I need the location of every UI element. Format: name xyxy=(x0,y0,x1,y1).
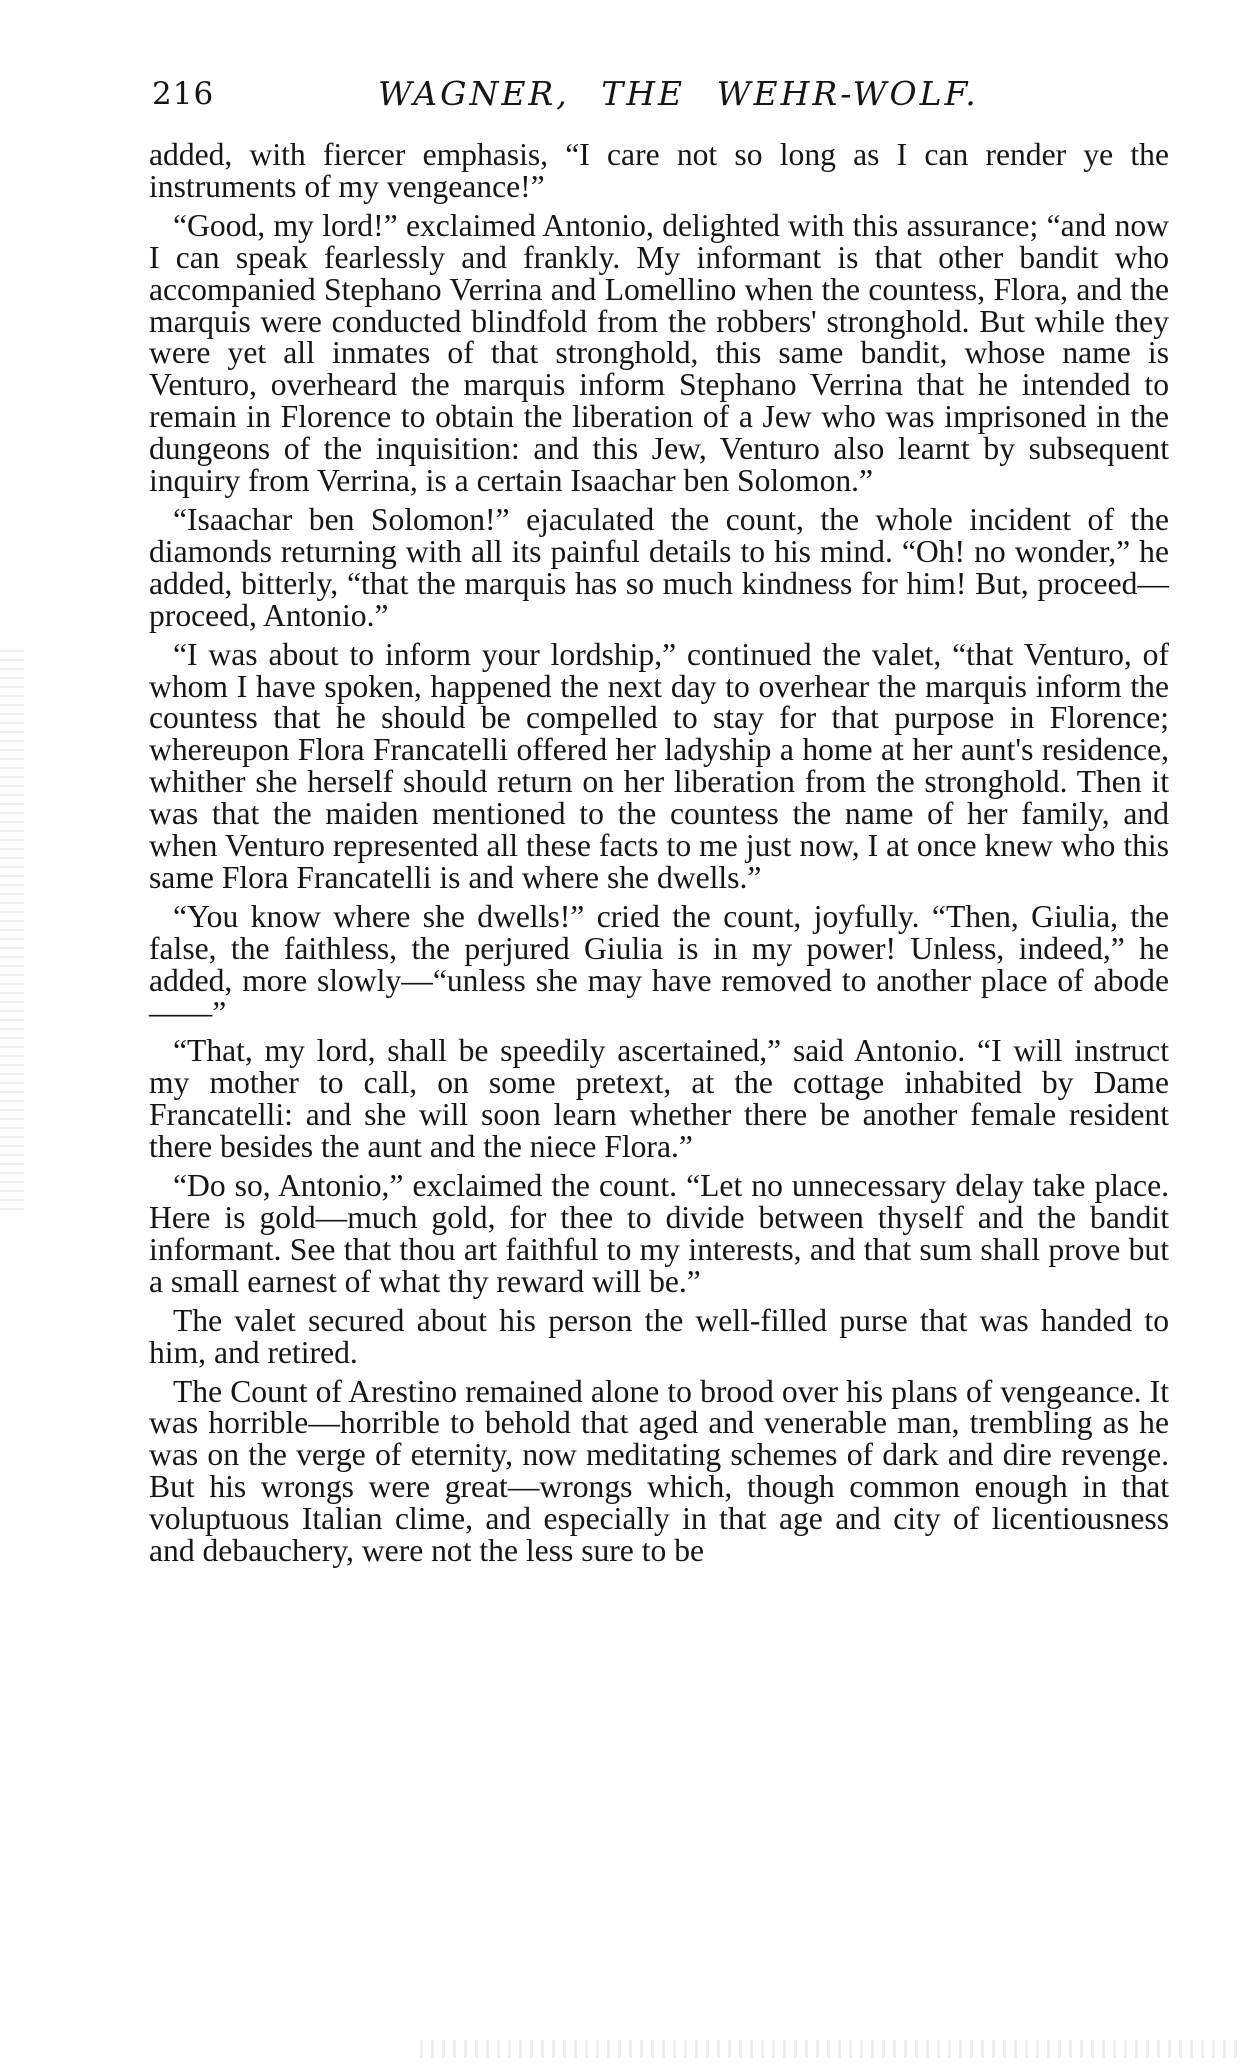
paragraph-1: added, with fiercer emphasis, “I care not so long as I can render ye the instruments of my vengeance!” xyxy=(149,137,1169,204)
paragraph-7: “Do so, Antonio,” exclaimed the count. “Let no unnecessary delay take place. Here is gold—much gold, for thee to divide between thyself and the bandit informant. See that thou art faithful to my interests, and that sum shall prove but a small earnest of what thy reward will be.” xyxy=(149,1168,1169,1299)
paragraph-8: The valet secured about his person the well-filled purse that was handed to him, and retired. xyxy=(149,1302,1169,1370)
running-title: WAGNER, THE WEHR-WOLF. xyxy=(378,74,979,113)
page-header xyxy=(152,72,1168,124)
page-edge-speckle xyxy=(0,650,24,1210)
paragraph-6: “That, my lord, shall be speedily ascertained,” said Antonio. “I will instruct my mother to call, on some pretext, at the cottage inhabited by Dame Francatelli: and she will soon learn whether there be another female resident there besides the aunt and the niece Flora.” xyxy=(149,1033,1169,1165)
paragraph-5: “You know where she dwells!” cried the count, joyfully. “Then, Giulia, the false, the faithless, the perjured Giulia is in my power! Unless, indeed,” he added, more slowly—“unless she may have removed to another place of abode——” xyxy=(149,898,1169,1030)
paragraph-9: The Count of Arestino remained alone to brood over his plans of vengeance. It was horrible—horrible to behold that aged and venerable man, trembling as he was on the verge of eternity, now meditating schemes of dark and dire revenge. But his wrongs were great—wrongs which, though common enough in that voluptuous Italian clime, and especially in that age and city of licentiousness and debauchery, were not the less sure to be xyxy=(149,1373,1169,1569)
body-text xyxy=(149,139,1169,1574)
paragraph-3: “Isaachar ben Solomon!” ejaculated the count, the whole incident of the diamonds returning with all its painful details to his mind. “Oh! no wonder,” he added, bitterly, “that the marquis has so much kindness for him! But, proceed—proceed, Antonio.” xyxy=(149,501,1169,633)
page-bottom-speckle xyxy=(420,2040,1243,2058)
page-number: 216 xyxy=(152,76,215,112)
paragraph-2: “Good, my lord!” exclaimed Antonio, delighted with this assurance; “and now I can speak fearlessly and frankly. My informant is that other bandit who accompanied Stephano Verrina and Lomellino when the countess, Flora, and the marquis were conducted blindfold from the robbers' stronghold. But while they were yet all inmates of that stronghold, this same bandit, whose name is Venturo, overheard the marquis inform Stephano Verrina that he intended to remain in Florence to obtain the liberation of a Jew who was imprisoned in the dungeons of the inquisition: and this Jew, Venturo also learnt by subsequent inquiry from Verrina, is a certain Isaachar ben Solomon.” xyxy=(149,207,1169,499)
paragraph-4: “I was about to inform your lordship,” continued the valet, “that Venturo, of whom I have spoken, happened the next day to overhear the marquis inform the countess that he should be compelled to stay for that purpose in Florence; whereupon Flora Francatelli offered her ladyship a home at her aunt's residence, whither she herself should return on her liberation from the stronghold. Then it was that the maiden mentioned to the countess the name of her family, and when Venturo represented all these facts to me just now, I at once knew who this same Flora Francatelli is and where she dwells.” xyxy=(149,636,1169,895)
